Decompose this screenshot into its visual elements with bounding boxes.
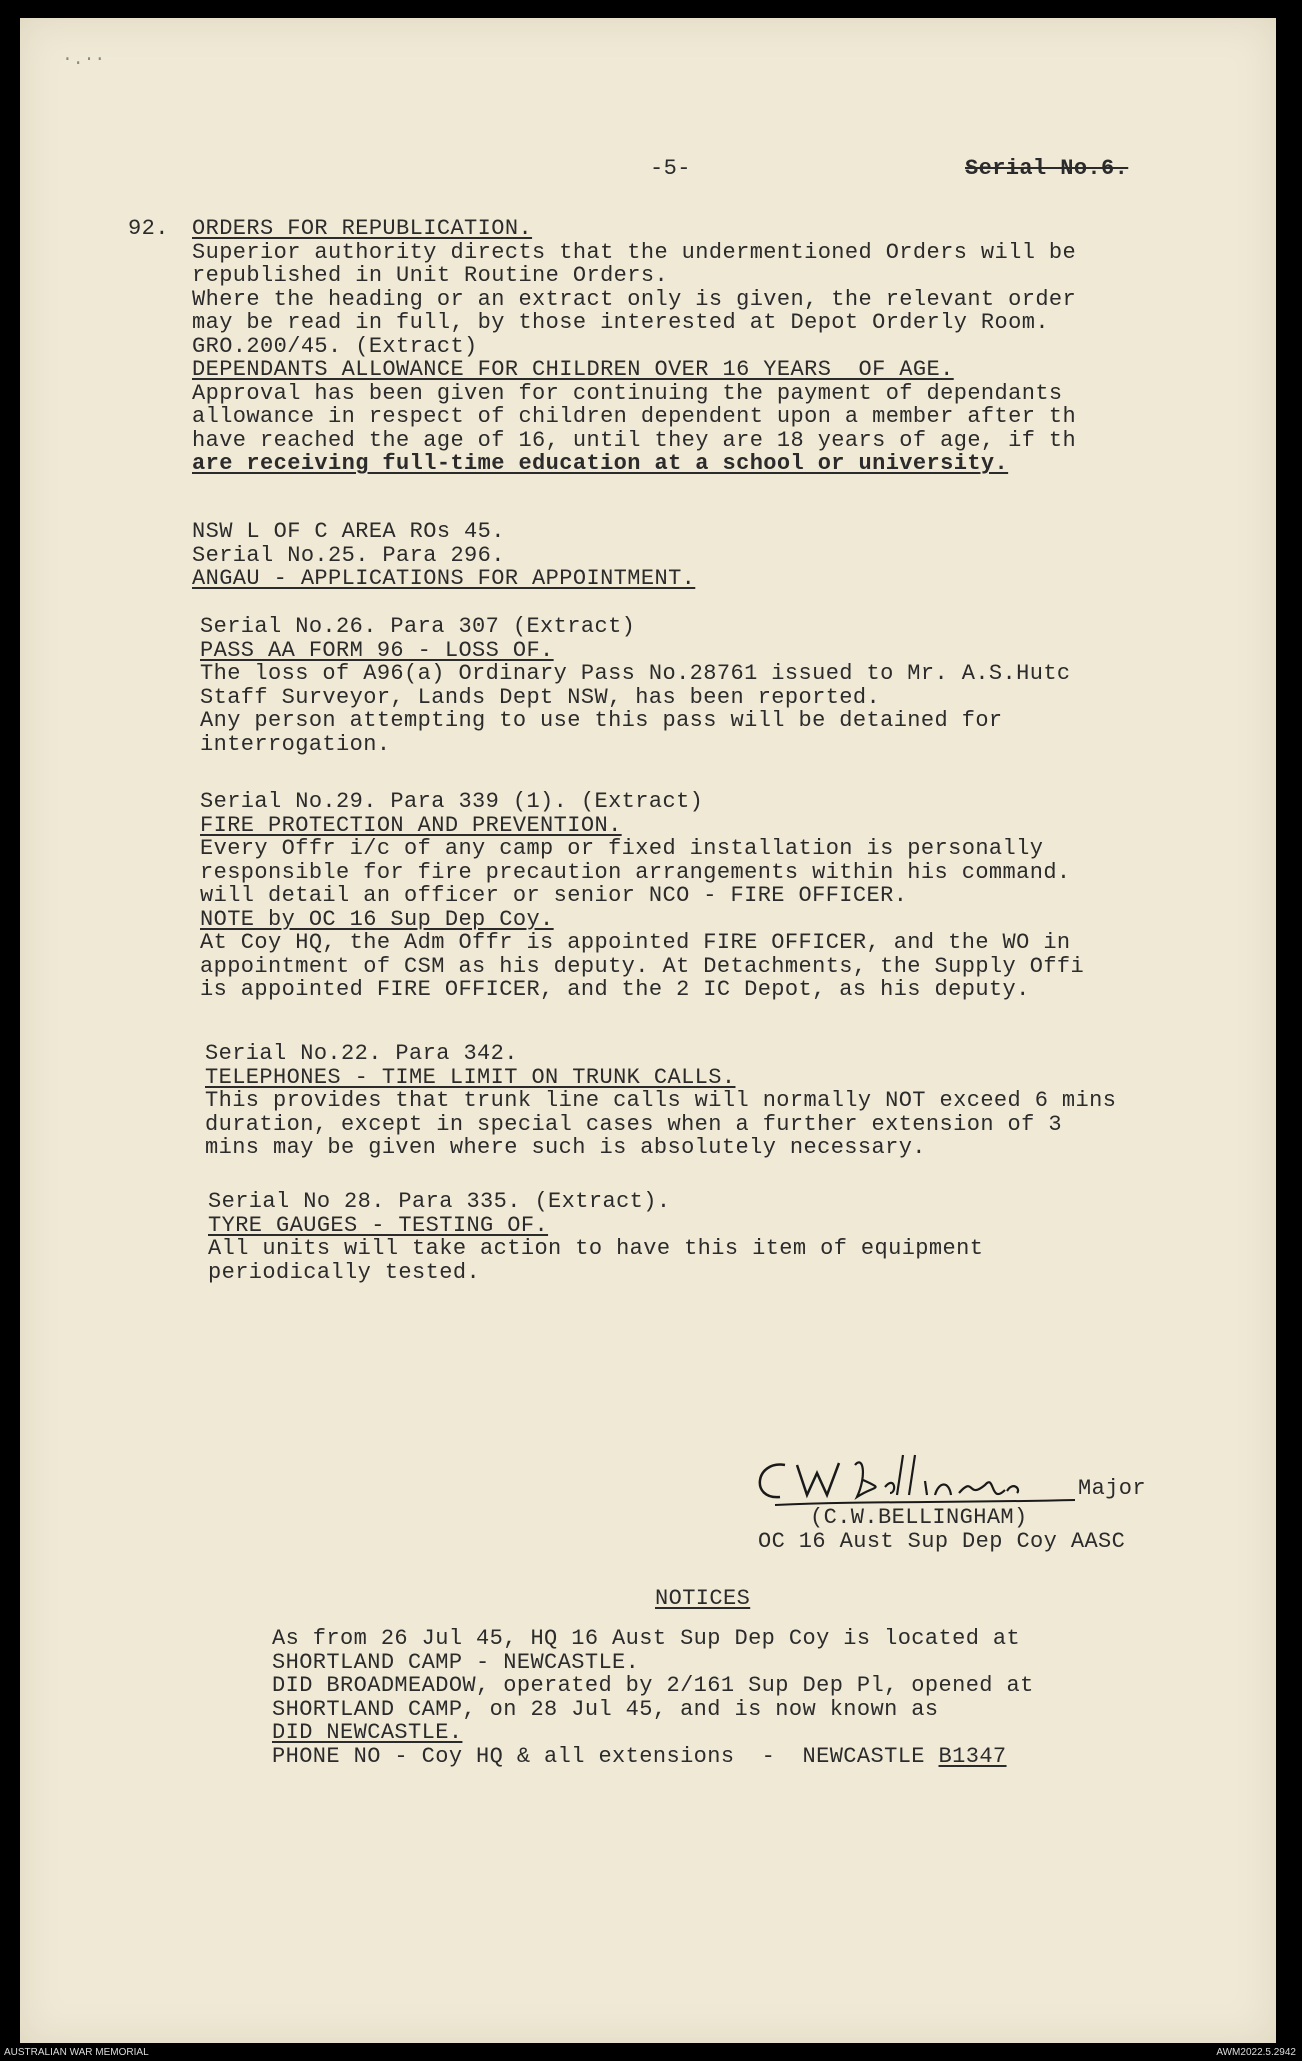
- body-line: will detail an officer or senior NCO - FIRE OFFICER.: [200, 883, 908, 908]
- body-line: Staff Surveyor, Lands Dept NSW, has been reported.: [200, 684, 881, 710]
- body-line: have reached the age of 16, until they are 18 years of age, if th: [192, 427, 1077, 453]
- signatory-rank: Major: [1078, 1476, 1147, 1501]
- body-line: duration, except in special cases when a further extension of 3: [205, 1111, 1062, 1137]
- serial-22-block: [205, 1042, 1116, 1160]
- body-line: allowance in respect of children dependent upon a member after th: [192, 404, 1077, 429]
- order-title: FIRE PROTECTION AND PREVENTION.: [200, 812, 622, 838]
- body-line: may be read in full, by those interested at Depot Orderly Room.: [192, 310, 1049, 335]
- body-line: DID BROADMEADOW, operated by 2/161 Sup Dep Pl, opened at: [272, 1673, 1034, 1698]
- serial-header: Serial No.6.: [965, 156, 1129, 181]
- signatory-title: OC 16 Aust Sup Dep Coy AASC: [758, 1529, 1126, 1554]
- body-line: As from 26 Jul 45, HQ 16 Aust Sup Dep Coy is located at: [272, 1626, 1021, 1651]
- serial-29-block: [200, 790, 1084, 1002]
- phone-label: PHONE NO - Coy HQ & all extensions - NEWCASTLE: [272, 1743, 939, 1769]
- body-line: SHORTLAND CAMP - NEWCASTLE.: [272, 1649, 640, 1675]
- body-line: mins may be given where such is absolutely necessary.: [205, 1135, 926, 1160]
- body-line: interrogation.: [200, 731, 391, 757]
- body-line: Any person attempting to use this pass will be detained for: [200, 708, 1003, 733]
- order-reference: GRO.200/45. (Extract): [192, 333, 478, 359]
- notices-heading: NOTICES: [655, 1586, 751, 1611]
- body-line: appointment of CSM as his deputy. At Detachments, the Supply Offi: [200, 953, 1085, 979]
- order-reference: NSW L OF C AREA ROs 45.: [192, 519, 505, 544]
- footer-left: AUSTRALIAN WAR MEMORIAL: [4, 2047, 149, 2058]
- order-reference: Serial No.29. Para 339 (1). (Extract): [200, 789, 704, 814]
- phone-number: B1347: [938, 1743, 1007, 1769]
- body-line: responsible for fire precaution arrangements within his command.: [200, 859, 1071, 885]
- phone-line: [272, 1745, 1034, 1769]
- did-name: DID NEWCASTLE.: [272, 1720, 463, 1745]
- order-title: PASS AA FORM 96 - LOSS OF.: [200, 637, 554, 663]
- order-reference: Serial No.26. Para 307 (Extract): [200, 614, 636, 639]
- body-line: Where the heading or an extract only is given, the relevant order: [192, 286, 1077, 312]
- body-line: is appointed FIRE OFFICER, and the 2 IC Depot, as his deputy.: [200, 977, 1030, 1002]
- body-line: SHORTLAND CAMP, on 28 Jul 45, and is now known as: [272, 1696, 939, 1722]
- serial-28-block: [208, 1190, 983, 1284]
- order-title: TELEPHONES - TIME LIMIT ON TRUNK CALLS.: [205, 1064, 736, 1090]
- body-line: republished in Unit Routine Orders.: [192, 263, 669, 288]
- archive-footer: [0, 2043, 1302, 2061]
- order-title: ANGAU - APPLICATIONS FOR APPOINTMENT.: [192, 566, 696, 591]
- body-line: The loss of A96(a) Ordinary Pass No.28761 issued to Mr. A.S.Hutc: [200, 661, 1071, 686]
- body-line: periodically tested.: [208, 1259, 481, 1285]
- signatory-name: (C.W.BELLINGHAM): [810, 1505, 1028, 1530]
- body-line: Approval has been given for continuing the payment of dependants: [192, 380, 1063, 406]
- body-line: Every Offr i/c of any camp or fixed installation is personally: [200, 836, 1044, 861]
- notices-block: [272, 1627, 1034, 1768]
- body-line: are receiving full-time education at a school or university.: [192, 451, 1009, 476]
- order-reference: Serial No.22. Para 342.: [205, 1041, 518, 1066]
- nsw-block: [192, 520, 695, 591]
- body-line: All units will take action to have this item of equipment: [208, 1236, 984, 1261]
- section-number: 92.: [128, 216, 169, 241]
- footer-right: AWM2022.5.2942: [1216, 2047, 1296, 2058]
- body-line: This provides that trunk line calls will normally NOT exceed 6 mins: [205, 1088, 1117, 1113]
- section-92: [192, 217, 1076, 476]
- note-title: NOTE by OC 16 Sup Dep Coy.: [200, 906, 554, 932]
- serial-26-block: [200, 615, 1071, 756]
- body-line: At Coy HQ, the Adm Offr is appointed FIRE OFFICER, and the WO in: [200, 930, 1071, 955]
- order-title: TYRE GAUGES - TESTING OF.: [208, 1212, 549, 1238]
- body-line: Superior authority directs that the undermentioned Orders will be: [192, 239, 1077, 265]
- order-reference: Serial No.25. Para 296.: [192, 542, 505, 568]
- page-number: -5-: [650, 156, 691, 181]
- paper-mark: ·.··: [62, 50, 106, 70]
- order-reference: Serial No 28. Para 335. (Extract).: [208, 1189, 671, 1214]
- signature-script-text: C.W. Bellingham: [745, 1514, 755, 1515]
- section-title: ORDERS FOR REPUBLICATION.: [192, 216, 533, 241]
- order-title: DEPENDANTS ALLOWANCE FOR CHILDREN OVER 16 YEARS OF AGE.: [192, 357, 954, 382]
